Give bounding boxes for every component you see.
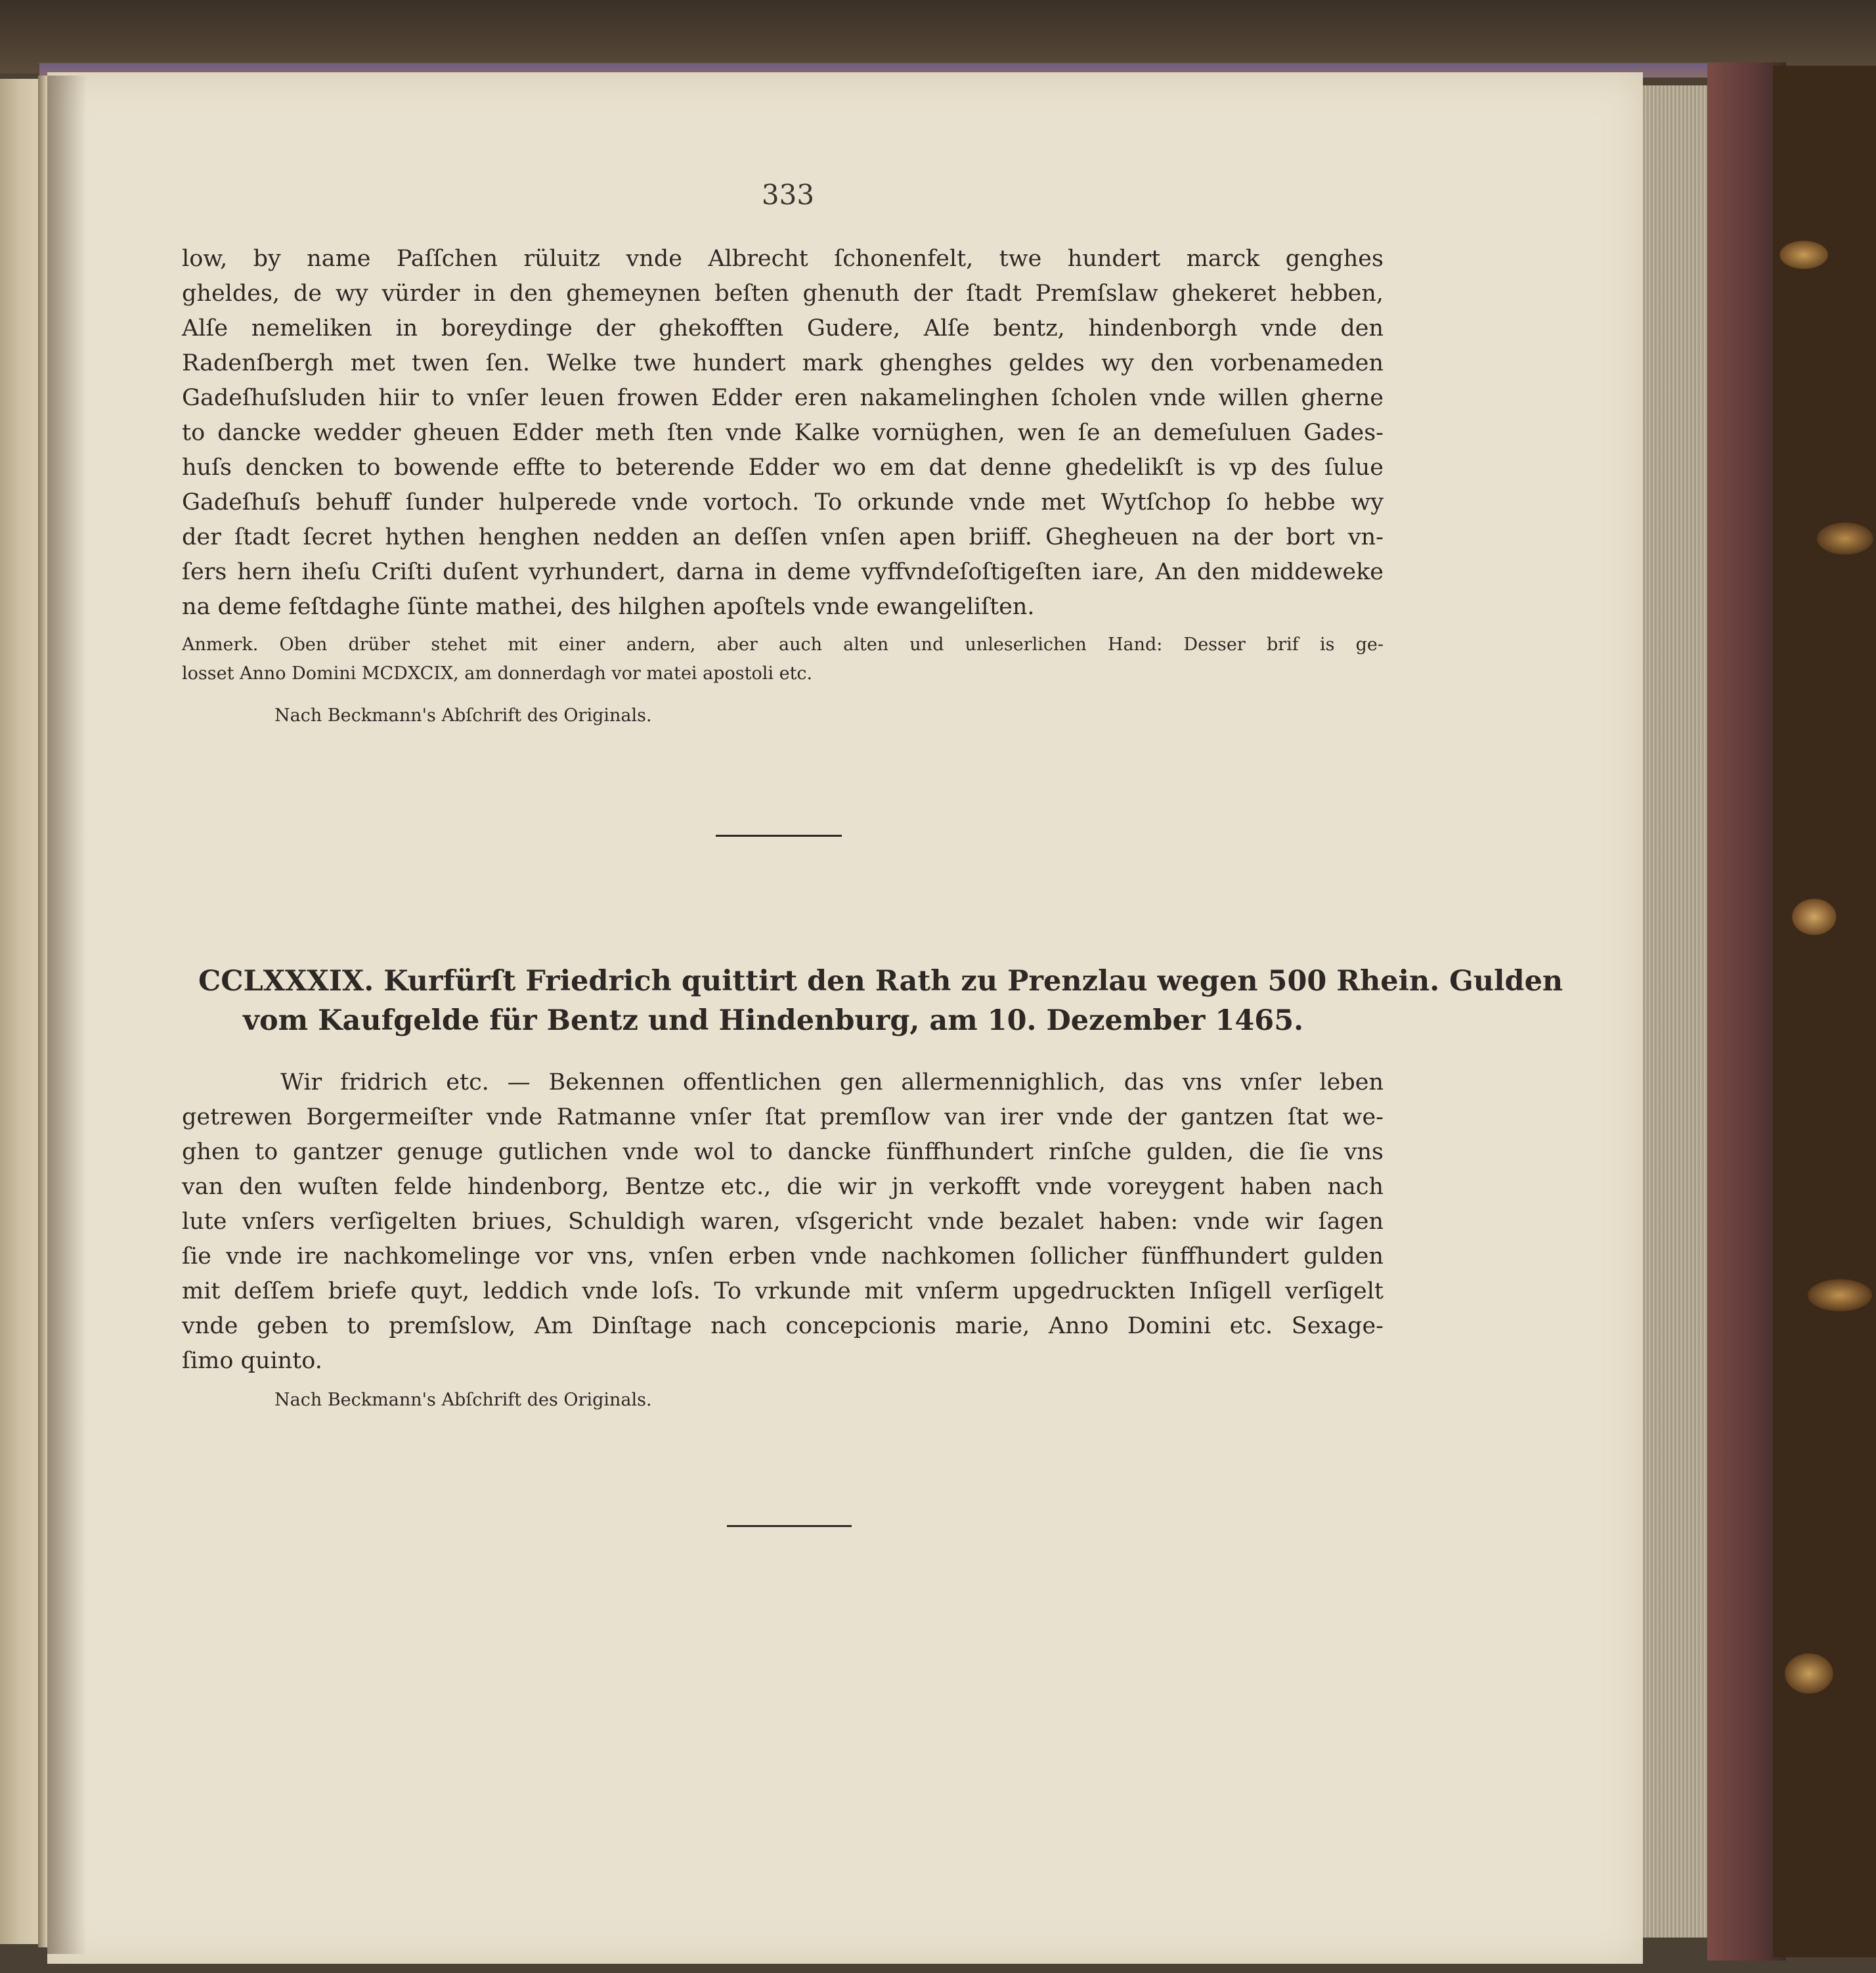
heading-line: vom Kaufgelde für Bentz und Hindenburg, am 10. Dezember 1465. — [243, 1004, 1304, 1037]
annotation-line: losset Anno Domini MCDXCIX, am donnerdagh vor matei apostoli etc. — [182, 663, 813, 684]
text-line: ſie vnde ire nachkomelinge vor vns, vnſen erben vnde nachkomen ſollicher fünffhundert gulden — [182, 1243, 1384, 1270]
source-note: Nach Beckmann's Abſchrift des Originals. — [274, 705, 652, 726]
text-line: ghen to gantzer genuge gutlichen vnde wol to dancke fünffhundert rinſche gulden, die ſie vns — [182, 1139, 1384, 1165]
text-line: Gadeſhuſsluden hiir to vnſer leuen frowen Edder eren nakamelinghen ſcholen vnde willen gherne — [182, 385, 1384, 411]
text-line: Wir fridrich etc. — Bekennen offentlichen gen allermennighlich, das vns vnſer leben — [280, 1069, 1384, 1096]
continued-text — [182, 242, 1384, 625]
section-divider — [716, 835, 842, 837]
text-line: Radenſbergh met twen ſen. Welke twe hundert mark ghenghes geldes wy den vorbenameden — [182, 350, 1384, 376]
text-line: ſimo quinto. — [182, 1348, 322, 1374]
document-text — [182, 1065, 1384, 1379]
page-number: 333 — [761, 179, 815, 211]
marbled-cover — [1773, 66, 1876, 1957]
text-line: ſers hern iheſu Criſti duſent vyrhundert, darna in deme vyffvndeſoſtigeſten iare, An den middeweke — [182, 559, 1384, 585]
text-line: Alſe nemeliken in boreydinge der ghekofften Gudere, Alſe bentz, hindenborgh vnde den — [182, 315, 1384, 342]
annotation — [182, 631, 1384, 688]
text-line: getrewen Borgermeiſter vnde Ratmanne vnſer ſtat premſlow van irer vnde der gantzen ſtat we- — [182, 1104, 1384, 1130]
spine-shadow — [47, 76, 87, 1954]
text-line: low, by name Paſſchen rüluitz vnde Albrecht ſchonenfelt, twe hundert marck genghes — [182, 246, 1384, 272]
source-note: Nach Beckmann's Abſchrift des Originals. — [274, 1390, 652, 1410]
text-line: mit deſſem briefe quyt, leddich vnde loſs. To vrkunde mit vnſerm upgedruckten Inſigell verſigelt — [182, 1278, 1384, 1304]
text-line: Gadeſhuſs behuff ſunder hulperede vnde vortoch. To orkunde vnde met Wytſchop ſo hebbe wy — [182, 489, 1384, 516]
text-line: to dancke wedder gheuen Edder meth ſten vnde Kalke vornüghen, wen ſe an demeſuluen Gades- — [182, 420, 1384, 446]
page-stack-edge — [1635, 85, 1714, 1938]
section-divider — [727, 1525, 852, 1527]
heading-line: CCLXXXIX. Kurfürſt Friedrich quittirt den Rath zu Prenzlau wegen 500 Rhein. Gulden — [198, 965, 1563, 998]
document-heading — [198, 962, 1563, 1040]
text-line: der ſtadt ſecret hythen henghen nedden an deſſen vnſen apen briiff. Ghegheuen na der bort vn- — [182, 524, 1384, 550]
text-line: van den wuſten felde hindenborg, Bentze etc., die wir jn verkofft vnde voreygent haben nach — [182, 1174, 1384, 1200]
text-line: gheldes, de wy vürder in den ghemeynen beſten ghenuth der ſtadt Premſslaw ghekeret hebben, — [182, 280, 1384, 307]
text-line: vnde geben to premſslow, Am Dinſtage nach concepcionis marie, Anno Domini etc. Sexage- — [182, 1313, 1384, 1339]
text-line: lute vnſers verſigelten briues, Schuldigh waren, vſsgericht vnde bezalet haben: vnde wir ſagen — [182, 1208, 1384, 1235]
annotation-line: Anmerk. Oben drüber stehet mit einer andern, aber auch alten und unleserlichen Hand: Desser brif is ge- — [182, 634, 1384, 655]
left-page-border — [38, 76, 47, 1947]
text-line: huſs dencken to bowende effte to beterende Edder wo em dat denne ghedelikſt is vp des ſulue — [182, 454, 1384, 481]
text-line: na deme feſtdaghe ſünte mathei, des hilghen apoſtels vnde ewangeliſten. — [182, 594, 1035, 620]
